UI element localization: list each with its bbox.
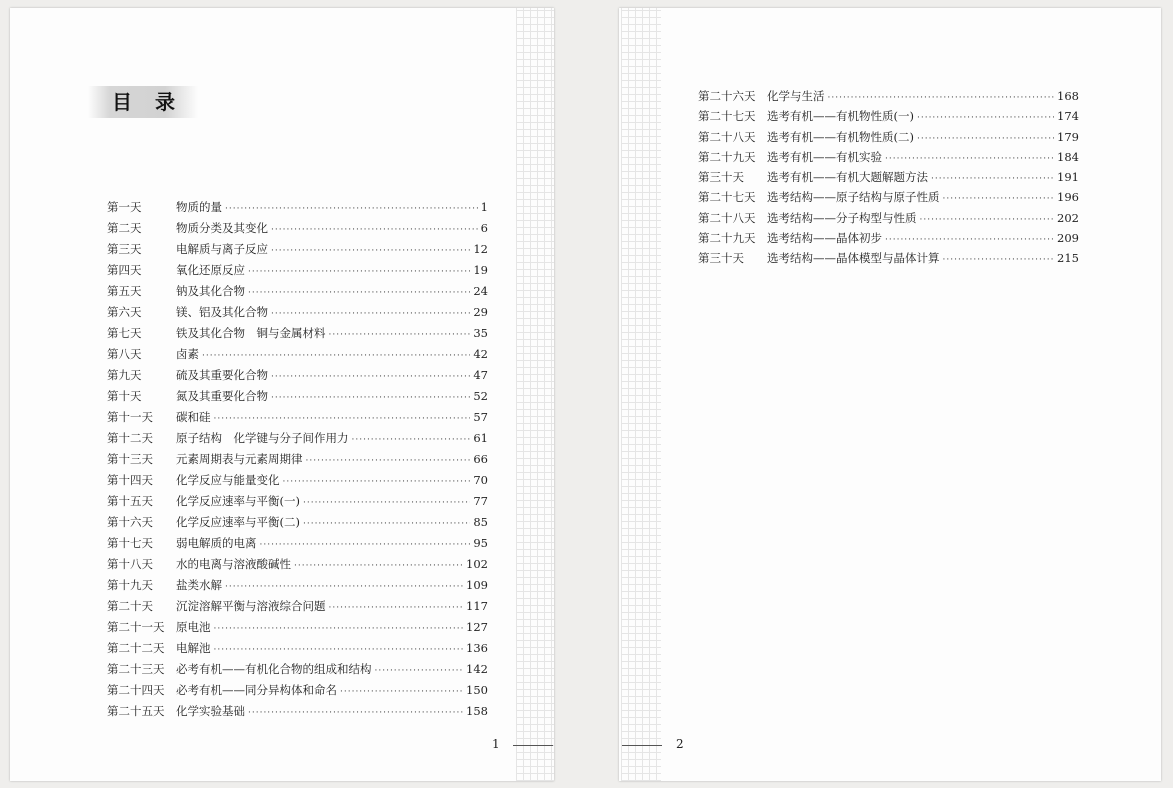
toc-entry-title: 选考有机——有机物性质(一): [767, 109, 914, 124]
toc-day-label: 第六天: [107, 305, 142, 319]
toc-day-label: 第二十二天: [107, 641, 165, 655]
dot-leader: [885, 230, 1054, 250]
toc-entry-title: 硫及其重要化合物: [176, 368, 268, 382]
toc-page-number: 158: [466, 704, 488, 718]
dot-leader: [271, 241, 470, 262]
dot-leader: [248, 703, 463, 724]
dot-leader: [214, 640, 464, 661]
dot-leader: [885, 149, 1054, 169]
dot-leader: [329, 598, 464, 619]
toc-entry[interactable]: [107, 302, 488, 323]
toc-page-number: 6: [480, 221, 488, 235]
toc-page-number: 215: [1057, 251, 1079, 266]
toc-day-label: 第二十九天: [698, 231, 756, 246]
dot-leader: [917, 129, 1054, 149]
dot-leader: [306, 451, 471, 472]
toc-day-label: 第四天: [107, 263, 142, 277]
toc-entry[interactable]: [107, 428, 488, 449]
toc-entry[interactable]: [698, 127, 1079, 147]
page-number: 2: [676, 737, 684, 751]
toc-day-label: 第十一天: [107, 410, 153, 424]
dot-leader: [202, 346, 470, 367]
toc-entry-title: 碳和硅: [176, 410, 211, 424]
toc-page-number: 70: [473, 473, 488, 487]
toc-entry[interactable]: [107, 344, 488, 365]
toc-entry-title: 铁及其化合物 铜与金属材料: [176, 326, 326, 340]
toc-page-number: 196: [1057, 190, 1079, 205]
dot-leader: [931, 169, 1054, 189]
toc-entry-title: 选考有机——有机物性质(二): [767, 129, 914, 144]
toc-entry-title: 镁、铝及其化合物: [176, 305, 268, 319]
toc-day-label: 第二十九天: [698, 149, 756, 164]
toc-day-label: 第三天: [107, 242, 142, 256]
dot-leader: [248, 283, 470, 304]
toc-entry-title: 原子结构 化学键与分子间作用力: [176, 431, 349, 445]
footer-rule: [513, 745, 553, 746]
toc-day-label: 第二十四天: [107, 683, 165, 697]
toc-entry[interactable]: [107, 239, 488, 260]
toc-page-number: 209: [1057, 231, 1079, 246]
toc-entry[interactable]: [107, 533, 488, 554]
toc-day-label: 第七天: [107, 326, 142, 340]
toc-entry[interactable]: [107, 491, 488, 512]
toc-entry[interactable]: [107, 197, 488, 218]
toc-page-number: 95: [473, 536, 488, 550]
toc-entry-title: 选考结构——分子构型与性质: [767, 210, 917, 225]
toc-entry-title: 盐类水解: [176, 578, 222, 592]
toc-entry-title: 沉淀溶解平衡与溶液综合问题: [176, 599, 326, 613]
toc-entry[interactable]: [698, 248, 1079, 268]
toc-entry-title: 电解质与离子反应: [176, 242, 268, 256]
toc-page-number: 168: [1057, 89, 1079, 103]
toc-page-number: 184: [1057, 149, 1079, 164]
toc-page-number: 136: [466, 641, 488, 655]
toc-page-number: 102: [466, 557, 488, 571]
dot-leader: [271, 388, 470, 409]
dot-leader: [828, 88, 1055, 108]
toc-entry[interactable]: [107, 617, 488, 638]
toc-page-number: 191: [1057, 170, 1079, 185]
toc-entry[interactable]: [107, 470, 488, 491]
toc-entry[interactable]: [107, 701, 488, 722]
toc-title: 目 录: [88, 86, 198, 118]
toc-page-number: 85: [473, 515, 488, 529]
toc-entry[interactable]: [698, 167, 1079, 187]
toc-day-label: 第二十七天: [698, 190, 756, 205]
toc-entry[interactable]: [698, 86, 1079, 106]
toc-entry-title: 物质分类及其变化: [176, 221, 268, 235]
toc-day-label: 第二十天: [107, 599, 153, 613]
dot-leader: [329, 325, 471, 346]
toc-entry-title: 化学实验基础: [176, 704, 245, 718]
toc-day-label: 第二十八天: [698, 210, 756, 225]
toc-entry[interactable]: [107, 512, 488, 533]
toc-day-label: 第二十七天: [698, 109, 756, 124]
toc-day-label: 第十六天: [107, 515, 153, 529]
toc-page-number: 127: [466, 620, 488, 634]
toc-day-label: 第一天: [107, 200, 142, 214]
left-page: [10, 8, 554, 781]
toc-page-number: 117: [466, 599, 488, 613]
toc-page-number: 150: [466, 683, 488, 697]
toc-page-number: 12: [473, 242, 488, 256]
toc-entry[interactable]: [107, 407, 488, 428]
toc-entry-title: 卤素: [176, 347, 199, 361]
toc-entry-title: 元素周期表与元素周期律: [176, 452, 303, 466]
toc-entry[interactable]: [107, 680, 488, 701]
toc-page-number: 52: [473, 389, 488, 403]
toc-page-number: 61: [473, 431, 488, 445]
toc-day-label: 第九天: [107, 368, 142, 382]
toc-entry-title: 化学反应与能量变化: [176, 473, 280, 487]
toc-entry-title: 必考有机——有机化合物的组成和结构: [176, 662, 372, 676]
toc-page-number: 142: [466, 662, 488, 676]
toc-page-number: 174: [1057, 109, 1079, 124]
toc-page-number: 35: [473, 326, 488, 340]
toc-entry-title: 原电池: [176, 620, 211, 634]
dot-leader: [920, 210, 1055, 230]
toc-entry-title: 氮及其重要化合物: [176, 389, 268, 403]
toc-page-number: 179: [1057, 129, 1079, 144]
toc-day-label: 第三十天: [698, 251, 744, 266]
dot-leader: [260, 535, 471, 556]
dot-leader: [303, 493, 470, 514]
toc-day-label: 第二十一天: [107, 620, 165, 634]
toc-day-label: 第八天: [107, 347, 142, 361]
toc-day-label: 第十七天: [107, 536, 153, 550]
toc-entry-title: 化学反应速率与平衡(二): [176, 515, 300, 529]
grid-texture: [621, 8, 661, 781]
toc-page-number: 77: [473, 494, 488, 508]
dot-leader: [225, 199, 478, 220]
dot-leader: [283, 472, 471, 493]
toc-entry-title: 选考结构——原子结构与原子性质: [767, 190, 940, 205]
toc-entry-title: 弱电解质的电离: [176, 536, 257, 550]
toc-day-label: 第二十八天: [698, 129, 756, 144]
toc-day-label: 第十八天: [107, 557, 153, 571]
toc-entry-title: 化学反应速率与平衡(一): [176, 494, 300, 508]
dot-leader: [214, 619, 464, 640]
toc-entry[interactable]: [107, 596, 488, 617]
dot-leader: [340, 682, 463, 703]
toc-entry[interactable]: [107, 449, 488, 470]
toc-page-number: 47: [473, 368, 488, 382]
dot-leader: [271, 220, 478, 241]
toc-entry-title: 必考有机——同分异构体和命名: [176, 683, 337, 697]
toc-entry[interactable]: [107, 575, 488, 596]
dot-leader: [303, 514, 470, 535]
footer-rule: [622, 745, 662, 746]
dot-leader: [375, 661, 464, 682]
dot-leader: [271, 304, 470, 325]
dot-leader: [248, 262, 470, 283]
toc-page-number: 57: [473, 410, 488, 424]
toc-entry-title: 水的电离与溶液酸碱性: [176, 557, 291, 571]
toc-page-number: 29: [473, 305, 488, 319]
toc-entry-title: 选考有机——有机实验: [767, 149, 882, 164]
toc-entry[interactable]: [107, 554, 488, 575]
toc-page-number: 202: [1057, 210, 1079, 225]
toc-entry-title: 物质的量: [176, 200, 222, 214]
toc-day-label: 第十五天: [107, 494, 153, 508]
toc-day-label: 第十二天: [107, 431, 153, 445]
toc-entry[interactable]: [107, 281, 488, 302]
toc-day-label: 第十三天: [107, 452, 153, 466]
toc-day-label: 第十九天: [107, 578, 153, 592]
toc-page-number: 42: [473, 347, 488, 361]
toc-entry[interactable]: [698, 228, 1079, 248]
toc-page-number: 1: [480, 200, 488, 214]
toc-day-label: 第五天: [107, 284, 142, 298]
toc-day-label: 第二天: [107, 221, 142, 235]
toc-day-label: 第二十五天: [107, 704, 165, 718]
toc-entry-title: 选考结构——晶体模型与晶体计算: [767, 251, 940, 266]
dot-leader: [917, 108, 1054, 128]
dot-leader: [214, 409, 471, 430]
toc-entry-title: 选考有机——有机大题解题方法: [767, 170, 928, 185]
dot-leader: [271, 367, 470, 388]
toc-list: [107, 197, 488, 722]
toc-entry[interactable]: [107, 638, 488, 659]
dot-leader: [943, 189, 1055, 209]
toc-page-number: 19: [473, 263, 488, 277]
toc-entry[interactable]: [107, 323, 488, 344]
toc-page-number: 66: [473, 452, 488, 466]
toc-list: [698, 86, 1079, 269]
toc-page-number: 24: [473, 284, 488, 298]
toc-entry[interactable]: [107, 659, 488, 680]
toc-entry[interactable]: [107, 218, 488, 239]
toc-entry-title: 选考结构——晶体初步: [767, 231, 882, 246]
right-page: [619, 8, 1161, 781]
toc-entry[interactable]: [698, 187, 1079, 207]
toc-entry[interactable]: [698, 208, 1079, 228]
toc-entry-title: 钠及其化合物: [176, 284, 245, 298]
page-number: 1: [492, 737, 500, 751]
toc-entry-title: 电解池: [176, 641, 211, 655]
dot-leader: [943, 250, 1055, 270]
dot-leader: [352, 430, 471, 451]
toc-entry-title: 化学与生活: [767, 89, 825, 103]
toc-day-label: 第三十天: [698, 170, 744, 185]
toc-entry[interactable]: [107, 386, 488, 407]
toc-entry[interactable]: [698, 147, 1079, 167]
toc-day-label: 第十天: [107, 389, 142, 403]
grid-texture: [516, 8, 554, 781]
dot-leader: [294, 556, 463, 577]
toc-page-number: 109: [466, 578, 488, 592]
toc-entry[interactable]: [698, 106, 1079, 126]
toc-entry[interactable]: [107, 260, 488, 281]
toc-entry-title: 氧化还原反应: [176, 263, 245, 277]
toc-day-label: 第十四天: [107, 473, 153, 487]
toc-day-label: 第二十三天: [107, 662, 165, 676]
toc-day-label: 第二十六天: [698, 89, 756, 103]
toc-entry[interactable]: [107, 365, 488, 386]
dot-leader: [225, 577, 463, 598]
